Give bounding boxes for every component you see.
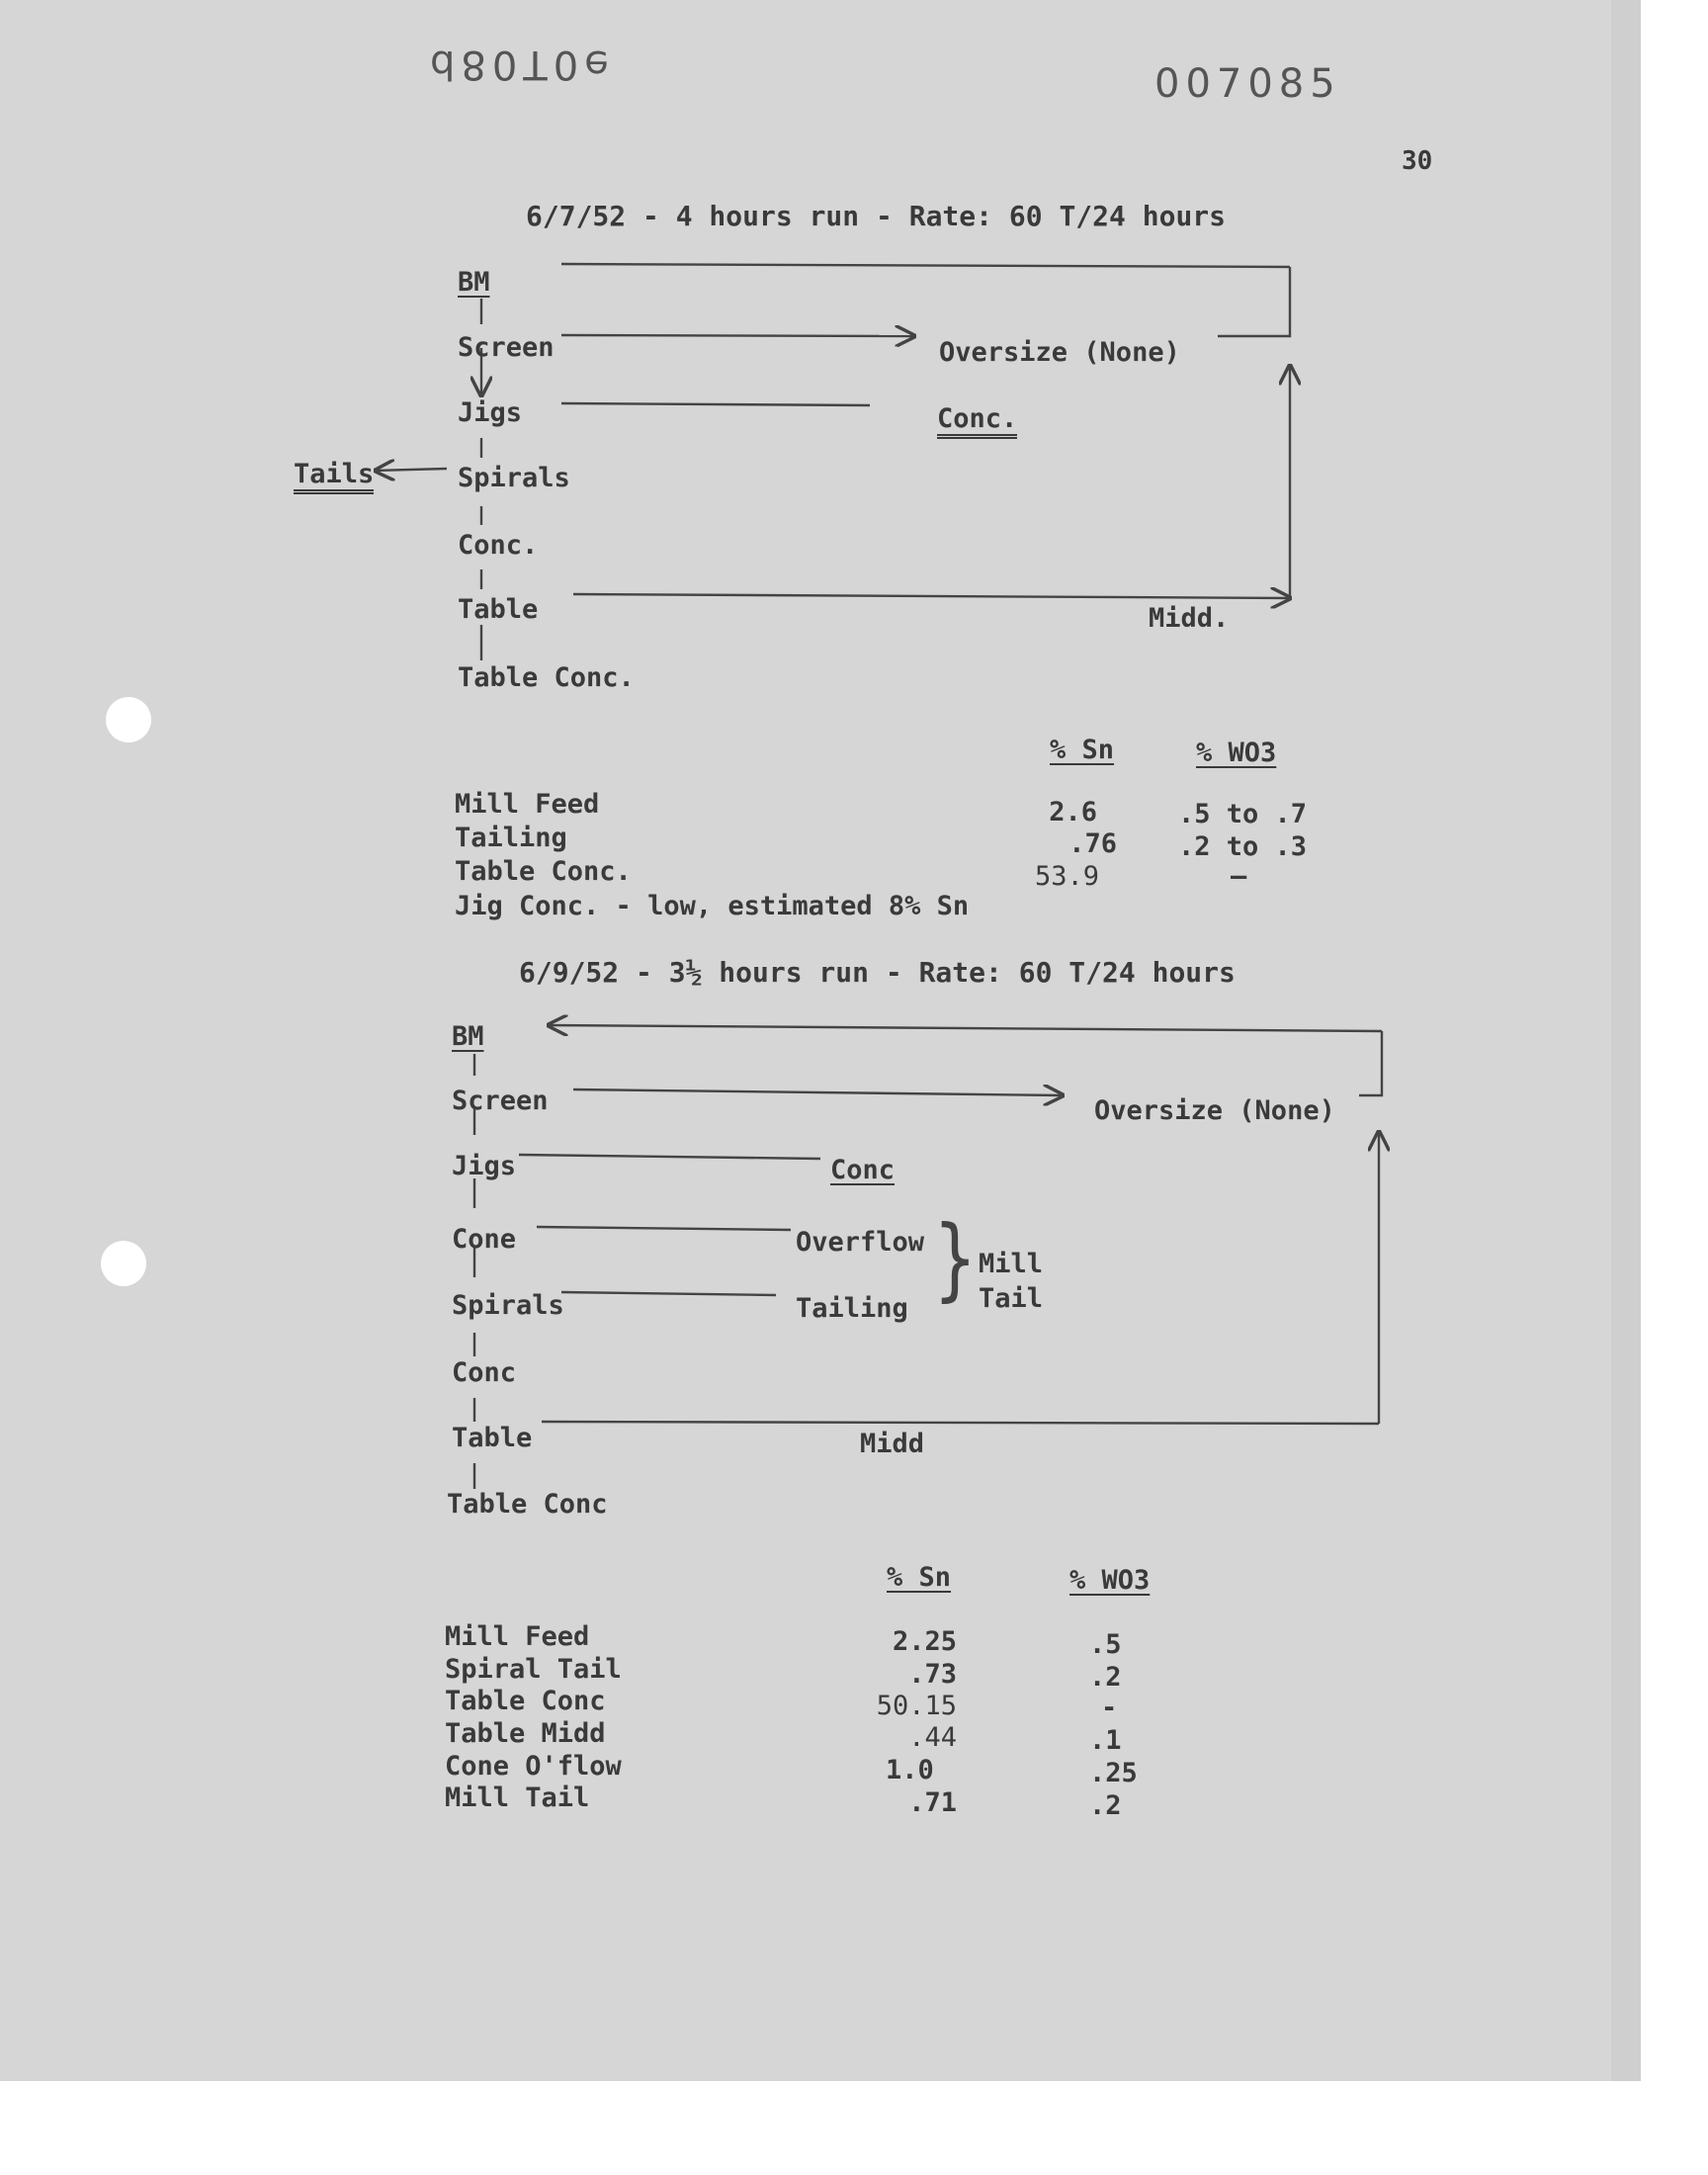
run1-jig-conc-label: Conc. bbox=[937, 405, 1017, 439]
run2-screen-label: Screen bbox=[452, 1086, 549, 1116]
run2-row-label: Table Midd bbox=[445, 1718, 606, 1749]
run2-overflow-label: Overflow bbox=[796, 1227, 925, 1258]
run2-bm-label: BM bbox=[452, 1021, 484, 1052]
run1-table-label: Table bbox=[458, 594, 539, 625]
run2-row-label: Mill Tail bbox=[445, 1783, 590, 1813]
run1-recycle-return bbox=[1218, 267, 1290, 336]
run1-table-conc-label: Table Conc. bbox=[458, 662, 635, 693]
run1-midd-label: Midd. bbox=[1149, 603, 1230, 634]
run2-conc-label: Conc bbox=[452, 1357, 517, 1388]
run1-jig-note: Jig Conc. - low, estimated 8% Sn bbox=[455, 891, 970, 921]
run2-row-sn: .71 bbox=[908, 1787, 957, 1818]
run2-row-sn: .73 bbox=[908, 1659, 957, 1690]
run2-row-label: Spiral Tail bbox=[445, 1654, 622, 1685]
run2-row-label: Table Conc bbox=[445, 1686, 606, 1716]
run2-jig-conc-label: Conc bbox=[830, 1155, 896, 1185]
run2-table-label: Table bbox=[452, 1423, 533, 1453]
run2-jigs-label: Jigs bbox=[452, 1151, 517, 1181]
run1-col-wo3: % WO3 bbox=[1196, 738, 1277, 768]
run2-mill-tail-label-1: Mill bbox=[979, 1249, 1044, 1279]
run1-recycle-line-top bbox=[561, 264, 1290, 267]
run1-screen-to-oversize-arrow bbox=[561, 335, 914, 336]
run2-screen-to-oversize-arrow bbox=[573, 1089, 1063, 1095]
run1-row-label: Tailing bbox=[455, 823, 567, 853]
run2-table-conc-label: Table Conc bbox=[447, 1489, 608, 1520]
run2-row-sn: 50.15 bbox=[876, 1691, 957, 1721]
run1-spirals-to-tails-arrow bbox=[376, 469, 447, 471]
run2-row-sn: .44 bbox=[908, 1722, 957, 1753]
run2-midd-label: Midd bbox=[860, 1429, 925, 1459]
run2-cone-label: Cone bbox=[452, 1224, 517, 1255]
run2-row-wo3: .1 bbox=[1089, 1725, 1122, 1756]
run2-row-wo3: - bbox=[1101, 1693, 1118, 1723]
run2-col-wo3: % WO3 bbox=[1069, 1565, 1151, 1596]
run1-oversize-label: Oversize (None) bbox=[939, 337, 1180, 368]
run1-row-sn: 2.6 bbox=[1049, 797, 1097, 827]
run2-row-wo3: .5 bbox=[1089, 1629, 1122, 1660]
run1-jigs-to-conc-line bbox=[561, 403, 870, 405]
run2-spirals-to-tailing-line bbox=[561, 1292, 776, 1295]
run1-row-wo3: .5 to .7 bbox=[1178, 799, 1308, 829]
run2-row-wo3: .2 bbox=[1089, 1790, 1122, 1821]
run1-screen-label: Screen bbox=[458, 332, 555, 363]
run1-col-sn: % Sn bbox=[1050, 735, 1115, 765]
mill-tail-brace: } bbox=[933, 1205, 978, 1312]
run1-conc-label: Conc. bbox=[458, 530, 539, 561]
run1-jigs-label: Jigs bbox=[458, 397, 523, 428]
run2-row-label: Cone O'flow bbox=[445, 1751, 622, 1782]
run1-row-label: Mill Feed bbox=[455, 789, 600, 820]
run2-jigs-to-conc-line bbox=[519, 1155, 820, 1159]
run2-header: 6/9/52 - 3½ hours run - Rate: 60 T/24 hours bbox=[519, 956, 1236, 989]
run2-row-sn: 2.25 bbox=[892, 1626, 957, 1657]
run2-recycle-to-bm-arrow bbox=[549, 1025, 1382, 1031]
run2-table-to-midd-line bbox=[542, 1422, 1379, 1424]
run2-tailing-label: Tailing bbox=[796, 1293, 908, 1324]
run1-row-sn: .76 bbox=[1068, 828, 1117, 859]
run2-cone-to-overflow-line bbox=[537, 1227, 791, 1230]
run2-row-wo3: .2 bbox=[1089, 1662, 1122, 1693]
run2-col-sn: % Sn bbox=[887, 1562, 952, 1593]
run1-row-wo3: .2 to .3 bbox=[1178, 831, 1308, 862]
run2-row-label: Mill Feed bbox=[445, 1621, 590, 1652]
run1-header: 6/7/52 - 4 hours run - Rate: 60 T/24 hours bbox=[526, 200, 1227, 232]
page-number: 30 bbox=[1402, 146, 1433, 176]
run1-spirals-label: Spirals bbox=[458, 463, 570, 493]
run2-mill-tail-label-2: Tail bbox=[979, 1283, 1044, 1314]
run2-recycle-return bbox=[1359, 1031, 1382, 1095]
run1-tails-label: Tails bbox=[294, 461, 374, 494]
run1-table-to-midd-arrow bbox=[573, 594, 1290, 598]
run1-row-sn: 53.9 bbox=[1034, 861, 1099, 892]
run1-bm-label: BM bbox=[458, 267, 490, 298]
document-number: 007085 bbox=[1154, 61, 1341, 107]
run2-spirals-label: Spirals bbox=[452, 1290, 564, 1321]
mirrored-stamp-number: d80T0e bbox=[430, 42, 615, 87]
run2-row-wo3: .25 bbox=[1089, 1758, 1138, 1788]
run2-oversize-label: Oversize (None) bbox=[1094, 1095, 1335, 1126]
run1-row-wo3: — bbox=[1231, 861, 1247, 892]
run1-row-label: Table Conc. bbox=[455, 856, 632, 887]
run2-row-sn: 1.0 bbox=[886, 1755, 934, 1785]
